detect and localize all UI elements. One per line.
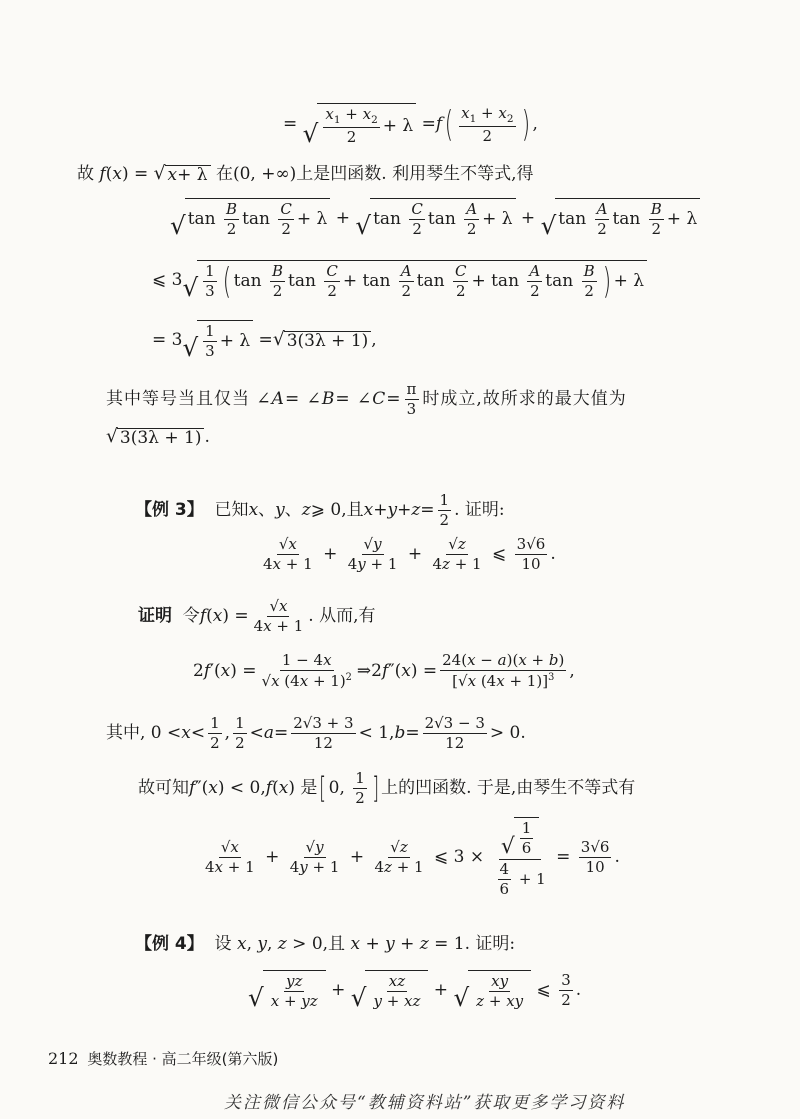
max-value: √ 3(3λ + 1) . <box>106 426 210 448</box>
example-4-tag: 【例 4】 <box>135 934 204 954</box>
formula-line-7: $\frac{√x}{4x + 1}$ + $\frac{√y}{4y + 1}$ + $\frac{√z}{4z + 1}$ ⩽ 3 × √ $\frac{1}{6}$ $\frac{4}{6}$ + 1 = $\frac{3√6}{10}$ . <box>205 819 620 898</box>
formula-line-3: ⩽ 3 √ $\frac{1}{3}$ ( tan $\frac{B}{2}$ tan $\frac{C}{2}$ + tan $\frac{A}{2}$ tan $\frac{C}{2}$ + tan $\frac{A}{2}$ tan $\frac{B}{2}$ ) + λ <box>152 260 647 301</box>
formula-line-1: = √ $\frac{x_1 + x_2}{2}$ + λ = f ( $\frac{x_1 + x_2}{2}$ ) , <box>283 103 538 148</box>
proof-label: 证明 <box>138 606 172 627</box>
formula-line-5: $\frac{√x}{4x + 1}$ + $\frac{√y}{4y + 1}$ + $\frac{√z}{4z + 1}$ ⩽ $\frac{3√6}{10}$ . <box>263 535 556 574</box>
formula-line-2: √ tan $\frac{B}{2}$ tan $\frac{C}{2}$ + λ + √ tan $\frac{C}{2}$ tan $\frac{A}{2}$ + λ + √ tan $\frac{A}{2}$ tan $\frac{B}{2}$ + λ <box>170 198 700 239</box>
parameter-ranges: 其中, 0 < x < $\frac{1}{2}$ , $\frac{1}{2}$ < a = $\frac{2√3 + 3}{12}$ < 1, b = $\frac{2√3 - 3}{12}$ > 0. <box>106 714 526 753</box>
proof-intro: 证明 令 f ( x ) = $\frac{√x}{4x + 1}$ . 从而,有 <box>138 597 376 636</box>
example-3-statement: 【例 3】 已知 x 、 y 、 z ⩾ 0,且 x + y + z = $\frac{1}{2}$ . 证明: <box>135 491 505 530</box>
page-footer <box>48 1048 278 1069</box>
formula-line-6: 2 f ′( x ) = $\frac{1 - 4x}{√x (4x + 1)^2}$ ⇒2 f ″( x ) = $\frac{24(x - a)(x + b)}{[√x (4x + 1)]^3}$ , <box>193 651 575 691</box>
example-3-tag: 【例 3】 <box>135 500 204 521</box>
page-number: 212 <box>48 1049 79 1068</box>
watermark: 关注微信公众号“教辅资料站”获取更多学习资料 <box>224 1093 626 1113</box>
equality-condition: 其中等号当且仅当 ∠ A = ∠ B = ∠ C = $\frac{\pi}{3}$ 时成立,故所求的最大值为 <box>106 380 627 419</box>
concavity-conclusion: 故 f(x) = √ x + λ 在(0, +∞)上是凹函数. 利用琴生不等式,得 <box>77 163 534 185</box>
concavity-statement: 故可知 f ″( x ) < 0, f ( x ) 是 [ 0, $\frac{1}{2}$ ] 上的凹函数. 于是,由琴生不等式有 <box>138 769 636 808</box>
example-4-statement: 【例 4】 设 x, y, z > 0,且 x + y + z = 1. 证明: <box>135 934 516 954</box>
formula-line-8: √ $\frac{yz}{x + yz}$ + √ $\frac{xz}{y + xz}$ + √ $\frac{xy}{z + xy}$ ⩽ $\frac{3}{2}$ . <box>248 970 582 1012</box>
book-title: 奥数教程 · 高二年级(第六版) <box>87 1050 279 1068</box>
formula-line-4: = 3 √ $\frac{1}{3}$ + λ = √ 3(3λ + 1) , <box>152 322 377 362</box>
